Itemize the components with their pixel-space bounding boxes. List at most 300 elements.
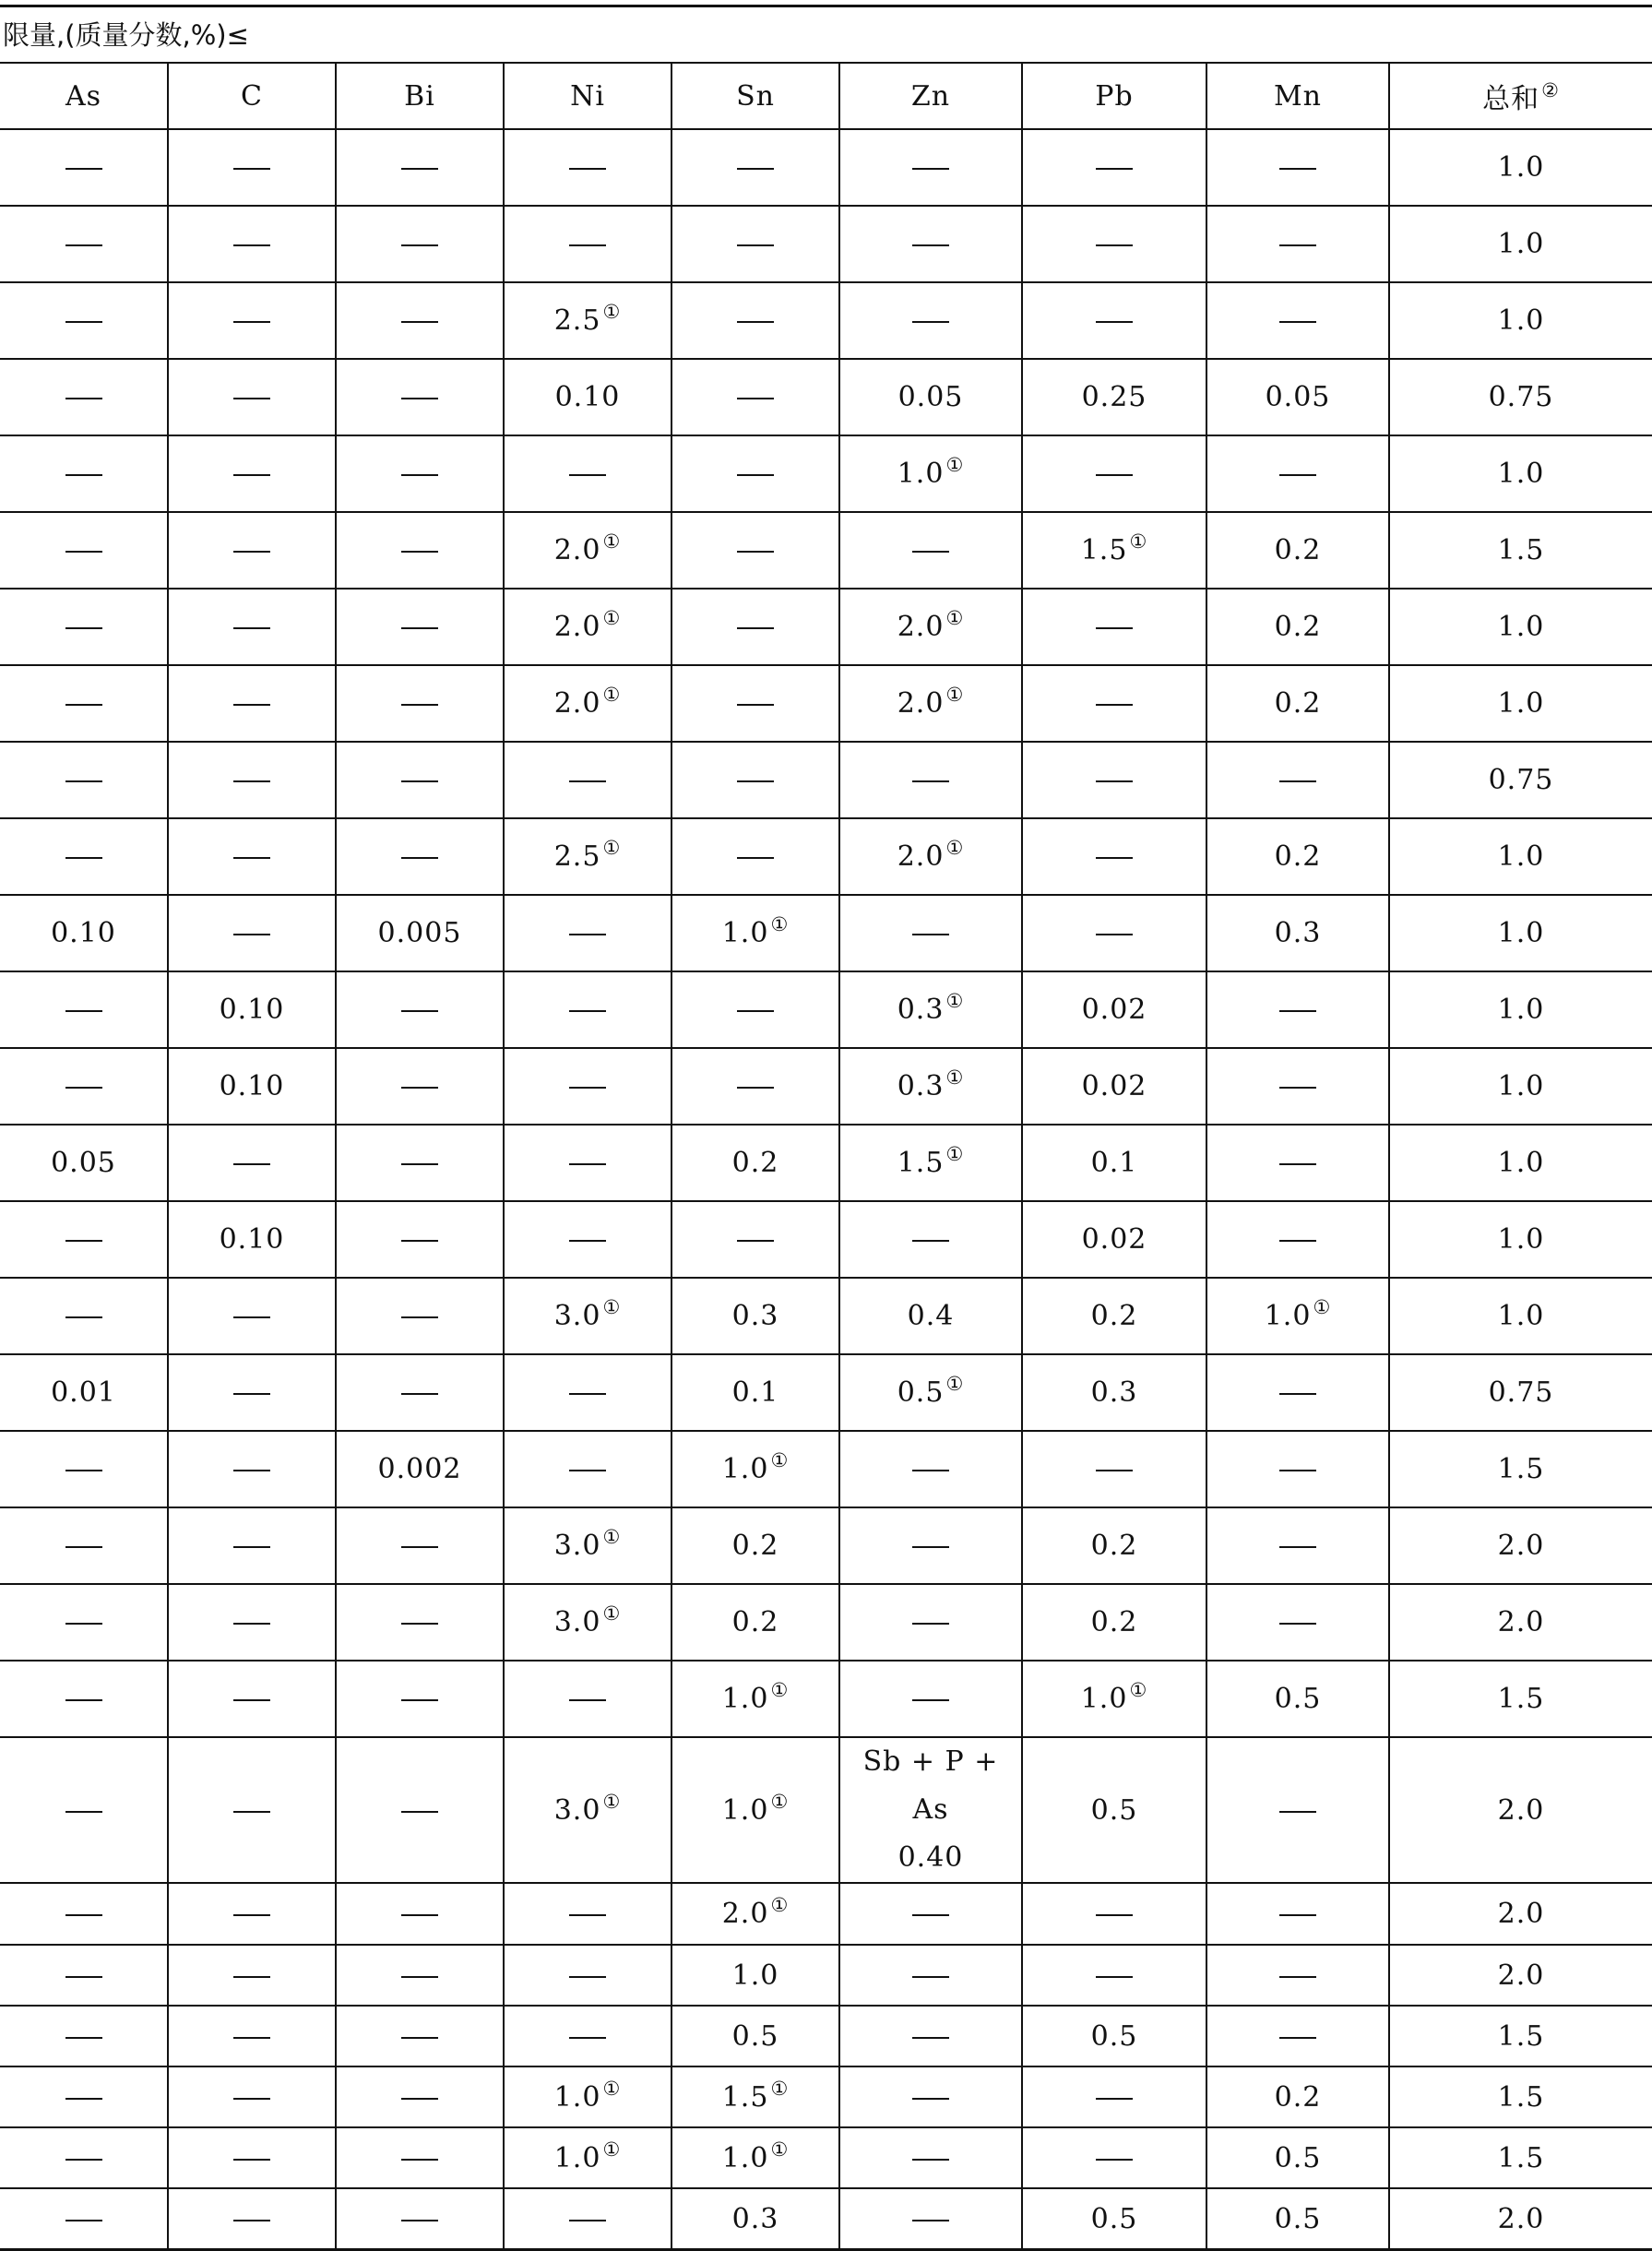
col-header-c: C <box>168 63 336 129</box>
table-cell <box>671 1945 839 2006</box>
dash-mark <box>401 857 438 859</box>
cell-text: 1.0 <box>1497 840 1545 873</box>
table-cell <box>336 1584 504 1661</box>
footnote-marker: ① <box>602 1602 622 1626</box>
table-cell <box>1389 1125 1652 1201</box>
table-row <box>0 2127 1652 2188</box>
table-cell <box>168 1354 336 1431</box>
table-cell <box>0 1507 168 1584</box>
cell-text: 1.0① <box>1080 1679 1148 1715</box>
cell-text: 1.5① <box>1080 530 1148 566</box>
table-cell <box>1206 971 1389 1048</box>
cell-text: 0.05 <box>51 1147 116 1179</box>
table-cell <box>671 1278 839 1354</box>
footnote-marker: ① <box>770 1790 790 1813</box>
table-cell <box>1022 1507 1206 1584</box>
cell-text: 2.0① <box>897 837 965 873</box>
table-cell <box>1389 1048 1652 1125</box>
cell-text: 1.0 <box>1497 304 1545 337</box>
dash-mark <box>401 1240 438 1242</box>
cell-text: 0.1 <box>731 1376 779 1409</box>
table-cell <box>671 589 839 665</box>
dash-mark <box>233 627 270 629</box>
table-cell <box>0 2006 168 2066</box>
header-row <box>0 63 1652 129</box>
table-cell <box>839 1354 1022 1431</box>
dash-mark <box>401 244 438 246</box>
table-cell <box>1022 206 1206 282</box>
cell-text: 1.0① <box>553 2077 622 2114</box>
table-row <box>0 1201 1652 1278</box>
dash-mark <box>233 168 270 170</box>
table-cell <box>839 1737 1022 1883</box>
cell-text: 3.0① <box>553 1296 622 1332</box>
dash-mark <box>1096 1470 1133 1471</box>
cell-text: 1.5 <box>1497 2141 1545 2174</box>
cell-text: 0.5 <box>1090 2019 1138 2053</box>
table-cell <box>671 206 839 282</box>
table-cell <box>671 512 839 589</box>
table-cell <box>671 2006 839 2066</box>
dash-mark <box>1279 168 1316 170</box>
dash-mark <box>65 704 102 706</box>
cell-text: 0.75 <box>1488 764 1554 796</box>
dash-mark <box>401 1393 438 1395</box>
table-cell <box>1389 818 1652 895</box>
table-cell <box>168 129 336 206</box>
table-cell <box>1389 895 1652 971</box>
composition-limits-table <box>0 62 1652 2251</box>
table-cell <box>1389 435 1652 512</box>
table-cell <box>671 1201 839 1278</box>
table-row <box>0 971 1652 1048</box>
dash-mark <box>737 1087 774 1089</box>
table-cell <box>168 895 336 971</box>
dash-mark <box>912 1699 949 1701</box>
dash-mark <box>912 1240 949 1242</box>
table-cell <box>1206 129 1389 206</box>
dash-mark <box>569 1976 606 1978</box>
cell-text: 3.0① <box>553 1790 622 1827</box>
table-cell <box>1022 1431 1206 1507</box>
cell-text: 2.0① <box>553 607 622 643</box>
table-cell <box>1022 2066 1206 2127</box>
table-cell <box>0 742 168 818</box>
table-cell <box>1206 818 1389 895</box>
cell-text: 1.0① <box>553 2138 622 2174</box>
table-cell <box>671 1661 839 1737</box>
cell-text: 2.0 <box>1497 1606 1545 1638</box>
footnote-marker: ① <box>945 1143 965 1166</box>
dash-mark <box>401 1316 438 1318</box>
dash-mark <box>233 244 270 246</box>
footnote-marker: ① <box>602 1296 622 1319</box>
table-cell <box>1206 1661 1389 1737</box>
table-cell <box>168 282 336 359</box>
dash-mark <box>65 474 102 476</box>
dash-mark <box>401 2037 438 2039</box>
table-cell <box>1206 742 1389 818</box>
dash-mark <box>912 321 949 323</box>
dash-mark <box>1096 780 1133 782</box>
table-cell <box>504 512 671 589</box>
table-cell <box>168 1661 336 1737</box>
cell-text: 3.0① <box>553 1526 622 1562</box>
dash-mark <box>401 1914 438 1916</box>
dash-mark <box>912 551 949 553</box>
table-cell <box>839 1945 1022 2006</box>
table-row <box>0 2006 1652 2066</box>
dash-mark <box>233 934 270 935</box>
table-cell <box>504 971 671 1048</box>
dash-mark <box>401 1699 438 1701</box>
table-cell <box>839 2006 1022 2066</box>
table-cell <box>168 2188 336 2250</box>
dash-mark <box>1096 1976 1133 1978</box>
table-cell <box>1022 435 1206 512</box>
dash-mark <box>912 1470 949 1471</box>
dash-mark <box>65 1240 102 1242</box>
cell-text: 0.3 <box>1090 1376 1138 1409</box>
table-row <box>0 1354 1652 1431</box>
cell-text: 1.0① <box>1264 1296 1332 1332</box>
table-cell <box>1022 359 1206 435</box>
dash-mark <box>65 551 102 553</box>
table-cell <box>1022 282 1206 359</box>
footnote-marker: ① <box>945 1066 965 1090</box>
table-cell <box>1206 1431 1389 1507</box>
dash-mark <box>65 1010 102 1012</box>
dash-mark <box>737 780 774 782</box>
table-cell <box>1389 2188 1652 2250</box>
table-cell <box>0 2066 168 2127</box>
table-cell <box>336 971 504 1048</box>
table-cell <box>1022 589 1206 665</box>
dash-mark <box>233 474 270 476</box>
table-cell <box>0 1661 168 1737</box>
table-row <box>0 1278 1652 1354</box>
cell-text: 0.3① <box>897 1066 965 1102</box>
cell-text: 1.5① <box>897 1143 965 1179</box>
table-cell <box>168 742 336 818</box>
table-cell <box>0 1584 168 1661</box>
dash-mark <box>233 398 270 399</box>
cell-text: 0.2 <box>1274 534 1322 566</box>
table-cell <box>336 2127 504 2188</box>
table-row <box>0 1048 1652 1125</box>
dash-mark <box>1279 1393 1316 1395</box>
cell-text: 0.3① <box>897 990 965 1026</box>
table-cell <box>168 1201 336 1278</box>
table-cell <box>1022 971 1206 1048</box>
dash-mark <box>912 244 949 246</box>
table-cell <box>504 2127 671 2188</box>
footnote-marker: ① <box>770 913 790 936</box>
dash-mark <box>1279 1914 1316 1916</box>
table-cell <box>1389 206 1652 282</box>
footnote-marker: ① <box>770 2077 790 2100</box>
table-cell <box>168 206 336 282</box>
table-cell <box>839 282 1022 359</box>
table-cell <box>839 1048 1022 1125</box>
dash-mark <box>65 780 102 782</box>
table-cell <box>1389 2127 1652 2188</box>
dash-mark <box>233 1163 270 1165</box>
table-cell <box>839 1431 1022 1507</box>
dash-mark <box>65 398 102 399</box>
table-cell <box>1206 1507 1389 1584</box>
table-cell <box>168 589 336 665</box>
table-cell <box>504 895 671 971</box>
dash-mark <box>1096 321 1133 323</box>
dash-mark <box>65 1811 102 1813</box>
table-cell <box>671 1125 839 1201</box>
dash-mark <box>233 857 270 859</box>
table-cell <box>336 1048 504 1125</box>
table-cell <box>0 1048 168 1125</box>
table-caption: 限量,(质量分数,%)≤ <box>3 19 249 51</box>
dash-mark <box>233 2159 270 2161</box>
cell-text: 2.0 <box>1497 2202 1545 2235</box>
dash-mark <box>912 934 949 935</box>
table-cell <box>1022 1945 1206 2006</box>
dash-mark <box>65 1087 102 1089</box>
table-cell <box>1022 818 1206 895</box>
dash-mark <box>65 1699 102 1701</box>
table-cell <box>0 1125 168 1201</box>
table-cell <box>1022 742 1206 818</box>
dash-mark <box>401 1087 438 1089</box>
dash-mark <box>912 2098 949 2100</box>
table-cell <box>0 895 168 971</box>
dash-mark <box>401 168 438 170</box>
cell-text: 0.5 <box>731 2019 779 2053</box>
dash-mark <box>65 627 102 629</box>
table-cell <box>504 1431 671 1507</box>
dash-mark <box>65 244 102 246</box>
table-cell <box>1206 1125 1389 1201</box>
table-cell <box>1206 1201 1389 1278</box>
dash-mark <box>737 551 774 553</box>
dash-mark <box>737 704 774 706</box>
dash-mark <box>737 1010 774 1012</box>
cell-text: 0.2 <box>1274 2080 1322 2114</box>
table-row <box>0 895 1652 971</box>
table-cell <box>0 129 168 206</box>
cell-text: 1.0 <box>1497 1147 1545 1179</box>
table-cell <box>0 1278 168 1354</box>
table-cell <box>168 1737 336 1883</box>
table-cell <box>1022 1201 1206 1278</box>
table-cell <box>839 2127 1022 2188</box>
dash-mark <box>401 474 438 476</box>
table-cell <box>1022 1584 1206 1661</box>
table-row <box>0 589 1652 665</box>
table-cell <box>1389 129 1652 206</box>
table-cell <box>0 1945 168 2006</box>
footnote-marker: ① <box>1129 530 1148 554</box>
cell-text: 1.5 <box>1497 1683 1545 1715</box>
table-cell <box>504 2006 671 2066</box>
table-cell <box>168 2066 336 2127</box>
table-cell <box>671 435 839 512</box>
dash-mark <box>233 2220 270 2221</box>
table-cell <box>671 1584 839 1661</box>
dash-mark <box>65 857 102 859</box>
cell-text: 1.0 <box>1497 611 1545 643</box>
table-cell <box>504 1945 671 2006</box>
table-cell <box>1389 971 1652 1048</box>
dash-mark <box>65 2220 102 2221</box>
table-cell <box>168 1945 336 2006</box>
table-cell <box>504 1125 671 1201</box>
col-header-zn: Zn <box>839 63 1022 129</box>
dash-mark <box>1096 2098 1133 2100</box>
table-cell <box>1206 2127 1389 2188</box>
col-header-mn: Mn <box>1206 63 1389 129</box>
table-cell <box>1206 1354 1389 1431</box>
table-cell <box>671 971 839 1048</box>
cell-text: 0.2 <box>1274 840 1322 873</box>
table-row <box>0 512 1652 589</box>
cell-text: 2.0① <box>553 684 622 720</box>
table-cell <box>168 665 336 742</box>
cell-text: 0.02 <box>1081 1070 1147 1102</box>
dash-mark <box>233 321 270 323</box>
dash-mark <box>569 2037 606 2039</box>
cell-text: 1.5① <box>721 2077 790 2114</box>
table-cell <box>839 129 1022 206</box>
table-cell <box>1022 1125 1206 1201</box>
cell-text: Sb + P + As <box>862 1745 999 1826</box>
table-cell <box>504 2188 671 2250</box>
dash-mark <box>569 244 606 246</box>
footnote-marker: ① <box>602 1790 622 1813</box>
table-cell <box>336 435 504 512</box>
dash-mark <box>233 2037 270 2039</box>
cell-text: 0.2 <box>731 1530 779 1562</box>
table-cell <box>1022 1048 1206 1125</box>
table-row <box>0 282 1652 359</box>
col-header-sn: Sn <box>671 63 839 129</box>
dash-mark <box>233 1393 270 1395</box>
table-cell <box>1206 895 1389 971</box>
table-row <box>0 2188 1652 2250</box>
dash-mark <box>737 857 774 859</box>
cell-text: 2.5① <box>553 301 622 337</box>
table-cell <box>0 665 168 742</box>
table-cell <box>1206 1584 1389 1661</box>
dash-mark <box>1279 2037 1316 2039</box>
table-row <box>0 1507 1652 1584</box>
table-cell <box>504 665 671 742</box>
table-cell <box>839 1278 1022 1354</box>
table-cell <box>839 1201 1022 1278</box>
dash-mark <box>401 1163 438 1165</box>
table-cell <box>671 1737 839 1883</box>
table-cell <box>671 129 839 206</box>
dash-mark <box>737 321 774 323</box>
dash-mark <box>569 1087 606 1089</box>
cell-text: 0.40 <box>897 1841 964 1874</box>
dash-mark <box>65 1546 102 1548</box>
dash-mark <box>401 2159 438 2161</box>
dash-mark <box>233 1976 270 1978</box>
cell-text: 2.0① <box>553 530 622 566</box>
dash-mark <box>569 1163 606 1165</box>
dash-mark <box>1279 1010 1316 1012</box>
cell-text: 0.2 <box>1090 1606 1138 1638</box>
table-cell <box>504 818 671 895</box>
table-cell <box>1022 1278 1206 1354</box>
dash-mark <box>569 1240 606 1242</box>
dash-mark <box>569 1470 606 1471</box>
table-cell <box>168 435 336 512</box>
table-row <box>0 1945 1652 2006</box>
cell-text: 0.2 <box>731 1606 779 1638</box>
table-cell <box>839 1661 1022 1737</box>
dash-mark <box>569 474 606 476</box>
dash-mark <box>737 244 774 246</box>
dash-mark <box>65 1316 102 1318</box>
table-cell <box>336 1737 504 1883</box>
cell-text: 0.10 <box>554 381 621 413</box>
dash-mark <box>912 2159 949 2161</box>
table-cell <box>1206 665 1389 742</box>
table-cell <box>504 1278 671 1354</box>
table-row <box>0 1431 1652 1507</box>
footnote-marker: ② <box>1541 79 1560 102</box>
cell-text: 2.0① <box>721 1894 790 1930</box>
table-cell <box>1022 895 1206 971</box>
cell-text: 1.0 <box>1497 1300 1545 1332</box>
footnote-marker: ① <box>602 301 622 324</box>
table-cell <box>1206 359 1389 435</box>
dash-mark <box>912 1546 949 1548</box>
cell-text: 0.5 <box>1090 2202 1138 2235</box>
dash-mark <box>1279 1240 1316 1242</box>
dash-mark <box>401 2098 438 2100</box>
cell-text: 1.5 <box>1497 2019 1545 2053</box>
table-cell <box>671 1431 839 1507</box>
table-cell <box>671 2127 839 2188</box>
table-cell <box>1022 1883 1206 1945</box>
table-cell <box>839 742 1022 818</box>
table-cell <box>1022 2006 1206 2066</box>
table-cell <box>336 2066 504 2127</box>
table-cell <box>671 1354 839 1431</box>
footnote-marker: ① <box>1313 1296 1332 1319</box>
table-cell <box>168 2127 336 2188</box>
table-cell <box>839 818 1022 895</box>
cell-text: 0.75 <box>1488 381 1554 413</box>
cell-text: 1.0 <box>731 1959 779 1992</box>
cell-text: 2.0 <box>1497 1793 1545 1827</box>
table-cell <box>1022 1737 1206 1883</box>
dash-mark <box>401 1811 438 1813</box>
table-cell <box>1389 1945 1652 2006</box>
table-cell <box>1389 1278 1652 1354</box>
dash-mark <box>233 2098 270 2100</box>
cell-text: 2.0 <box>1497 1530 1545 1562</box>
dash-mark <box>401 1010 438 1012</box>
table-row <box>0 1737 1652 1883</box>
table-cell <box>1389 742 1652 818</box>
table-cell <box>839 665 1022 742</box>
dash-mark <box>1279 1976 1316 1978</box>
dash-mark <box>233 1811 270 1813</box>
table-cell <box>0 512 168 589</box>
